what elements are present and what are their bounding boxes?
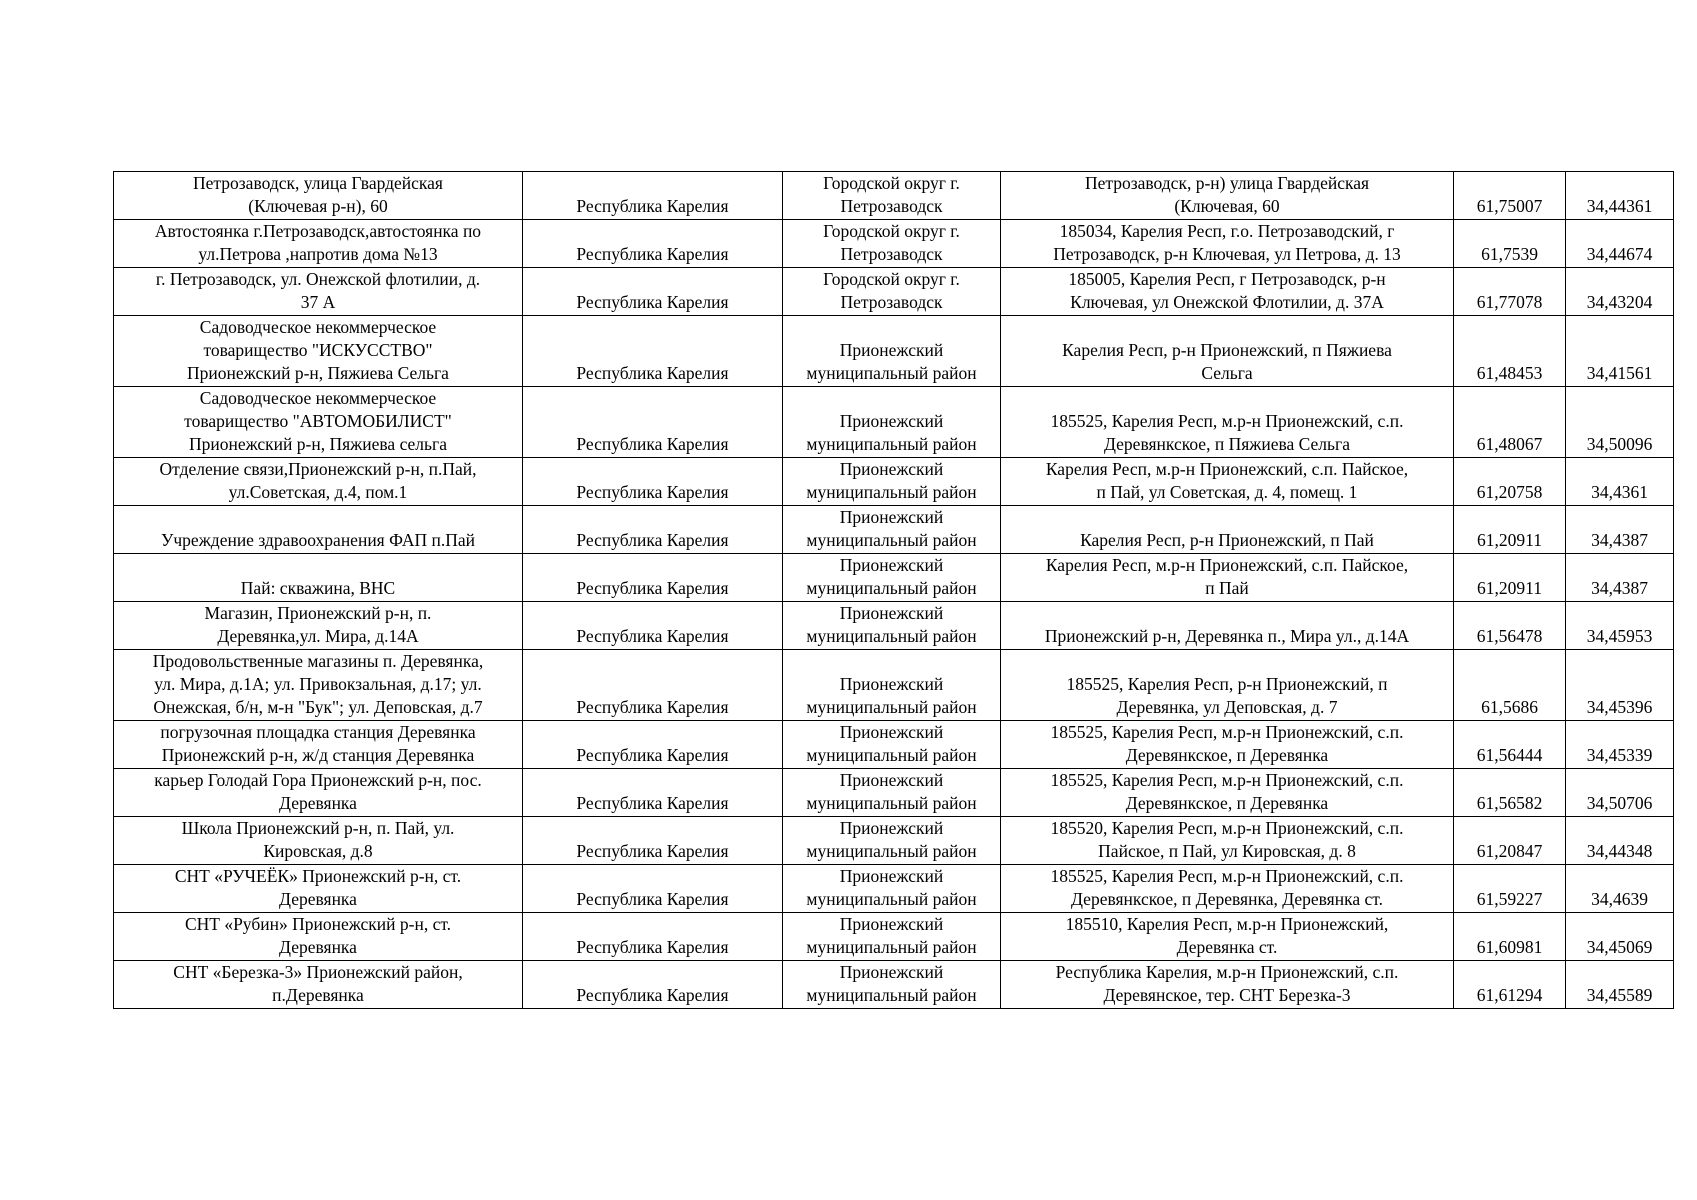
table-body	[114, 172, 1674, 1009]
table-row	[114, 817, 1674, 865]
longitude-cell: 34,4639	[1566, 865, 1674, 913]
table-row	[114, 865, 1674, 913]
region-cell: Республика Карелия	[523, 506, 783, 554]
municipality-cell: Прионежский муниципальный район	[783, 387, 1001, 458]
object-name-cell: СНТ «Березка-3» Прионежский район, п.Деревянка	[114, 961, 523, 1009]
latitude-cell: 61,56444	[1454, 721, 1566, 769]
municipality-cell: Прионежский муниципальный район	[783, 817, 1001, 865]
latitude-cell: 61,77078	[1454, 268, 1566, 316]
table-row	[114, 458, 1674, 506]
address-cell: 185510, Карелия Респ, м.р-н Прионежский, Деревянка ст.	[1001, 913, 1454, 961]
region-cell: Республика Карелия	[523, 961, 783, 1009]
object-name-cell: Петрозаводск, улица Гвардейская (Ключевая р-н), 60	[114, 172, 523, 220]
object-name-cell: Садоводческое некоммерческое товарищество "ИСКУССТВО" Прионежский р-н, Пяжиева Сельга	[114, 316, 523, 387]
table-row	[114, 769, 1674, 817]
table-row	[114, 316, 1674, 387]
object-name-cell: Магазин, Прионежский р-н, п. Деревянка,ул. Мира, д.14А	[114, 602, 523, 650]
region-cell: Республика Карелия	[523, 268, 783, 316]
object-name-cell: Отделение связи,Прионежский р-н, п.Пай, ул.Советская, д.4, пом.1	[114, 458, 523, 506]
longitude-cell: 34,44348	[1566, 817, 1674, 865]
address-cell: 185005, Карелия Респ, г Петрозаводск, р-н Ключевая, ул Онежской Флотилии, д. 37А	[1001, 268, 1454, 316]
object-name-cell: Учреждение здравоохранения ФАП п.Пай	[114, 506, 523, 554]
locations-table	[113, 171, 1674, 1009]
region-cell: Республика Карелия	[523, 721, 783, 769]
region-cell: Республика Карелия	[523, 650, 783, 721]
municipality-cell: Прионежский муниципальный район	[783, 865, 1001, 913]
region-cell: Республика Карелия	[523, 387, 783, 458]
longitude-cell: 34,45339	[1566, 721, 1674, 769]
address-cell: Карелия Респ, м.р-н Прионежский, с.п. Пайское, п Пай	[1001, 554, 1454, 602]
latitude-cell: 61,5686	[1454, 650, 1566, 721]
latitude-cell: 61,56478	[1454, 602, 1566, 650]
longitude-cell: 34,43204	[1566, 268, 1674, 316]
region-cell: Республика Карелия	[523, 817, 783, 865]
address-cell: 185520, Карелия Респ, м.р-н Прионежский, с.п. Пайское, п Пай, ул Кировская, д. 8	[1001, 817, 1454, 865]
longitude-cell: 34,45069	[1566, 913, 1674, 961]
address-cell: 185034, Карелия Респ, г.о. Петрозаводский, г Петрозаводск, р-н Ключевая, ул Петрова, д. 13	[1001, 220, 1454, 268]
latitude-cell: 61,60981	[1454, 913, 1566, 961]
longitude-cell: 34,45396	[1566, 650, 1674, 721]
table-row	[114, 650, 1674, 721]
address-cell: 185525, Карелия Респ, м.р-н Прионежский, с.п. Деревянкское, п Деревянка, Деревянка ст.	[1001, 865, 1454, 913]
object-name-cell: Автостоянка г.Петрозаводск,автостоянка по ул.Петрова ,напротив дома №13	[114, 220, 523, 268]
object-name-cell: СНТ «РУЧЕЁК» Прионежский р-н, ст. Деревянка	[114, 865, 523, 913]
object-name-cell: Садоводческое некоммерческое товарищество "АВТОМОБИЛИСТ" Прионежский р-н, Пяжиева сельга	[114, 387, 523, 458]
address-cell: Карелия Респ, р-н Прионежский, п Пай	[1001, 506, 1454, 554]
longitude-cell: 34,45589	[1566, 961, 1674, 1009]
latitude-cell: 61,20758	[1454, 458, 1566, 506]
municipality-cell: Прионежский муниципальный район	[783, 721, 1001, 769]
latitude-cell: 61,59227	[1454, 865, 1566, 913]
municipality-cell: Городской округ г. Петрозаводск	[783, 220, 1001, 268]
municipality-cell: Городской округ г. Петрозаводск	[783, 268, 1001, 316]
municipality-cell: Прионежский муниципальный район	[783, 913, 1001, 961]
longitude-cell: 34,41561	[1566, 316, 1674, 387]
municipality-cell: Прионежский муниципальный район	[783, 602, 1001, 650]
latitude-cell: 61,75007	[1454, 172, 1566, 220]
address-cell: Прионежский р-н, Деревянка п., Мира ул., д.14А	[1001, 602, 1454, 650]
table-row	[114, 172, 1674, 220]
table-row	[114, 913, 1674, 961]
object-name-cell: Продовольственные магазины п. Деревянка, ул. Мира, д.1А; ул. Привокзальная, д.17; ул. Онежская, б/н, м-н "Бук"; ул. Деповская, д.7	[114, 650, 523, 721]
table-row	[114, 961, 1674, 1009]
municipality-cell: Прионежский муниципальный район	[783, 316, 1001, 387]
latitude-cell: 61,48453	[1454, 316, 1566, 387]
object-name-cell: карьер Голодай Гора Прионежский р-н, пос. Деревянка	[114, 769, 523, 817]
object-name-cell: г. Петрозаводск, ул. Онежской флотилии, д. 37 А	[114, 268, 523, 316]
longitude-cell: 34,50096	[1566, 387, 1674, 458]
object-name-cell: Пай: скважина, ВНС	[114, 554, 523, 602]
region-cell: Республика Карелия	[523, 865, 783, 913]
municipality-cell: Городской округ г. Петрозаводск	[783, 172, 1001, 220]
longitude-cell: 34,50706	[1566, 769, 1674, 817]
latitude-cell: 61,56582	[1454, 769, 1566, 817]
longitude-cell: 34,4361	[1566, 458, 1674, 506]
region-cell: Республика Карелия	[523, 458, 783, 506]
table-row	[114, 721, 1674, 769]
municipality-cell: Прионежский муниципальный район	[783, 650, 1001, 721]
object-name-cell: погрузочная площадка станция Деревянка Прионежский р-н, ж/д станция Деревянка	[114, 721, 523, 769]
longitude-cell: 34,4387	[1566, 554, 1674, 602]
longitude-cell: 34,44361	[1566, 172, 1674, 220]
municipality-cell: Прионежский муниципальный район	[783, 506, 1001, 554]
municipality-cell: Прионежский муниципальный район	[783, 554, 1001, 602]
address-cell: 185525, Карелия Респ, м.р-н Прионежский, с.п. Деревянкское, п Пяжиева Сельга	[1001, 387, 1454, 458]
region-cell: Республика Карелия	[523, 554, 783, 602]
object-name-cell: Школа Прионежский р-н, п. Пай, ул. Кировская, д.8	[114, 817, 523, 865]
table-row	[114, 268, 1674, 316]
latitude-cell: 61,7539	[1454, 220, 1566, 268]
latitude-cell: 61,20847	[1454, 817, 1566, 865]
region-cell: Республика Карелия	[523, 602, 783, 650]
municipality-cell: Прионежский муниципальный район	[783, 458, 1001, 506]
longitude-cell: 34,45953	[1566, 602, 1674, 650]
longitude-cell: 34,4387	[1566, 506, 1674, 554]
region-cell: Республика Карелия	[523, 769, 783, 817]
latitude-cell: 61,48067	[1454, 387, 1566, 458]
address-cell: Карелия Респ, р-н Прионежский, п Пяжиева Сельга	[1001, 316, 1454, 387]
region-cell: Республика Карелия	[523, 316, 783, 387]
latitude-cell: 61,20911	[1454, 554, 1566, 602]
address-cell: Петрозаводск, р-н) улица Гвардейская (Ключевая, 60	[1001, 172, 1454, 220]
table-row	[114, 554, 1674, 602]
region-cell: Республика Карелия	[523, 172, 783, 220]
table-row	[114, 387, 1674, 458]
region-cell: Республика Карелия	[523, 913, 783, 961]
latitude-cell: 61,20911	[1454, 506, 1566, 554]
latitude-cell: 61,61294	[1454, 961, 1566, 1009]
table-row	[114, 506, 1674, 554]
longitude-cell: 34,44674	[1566, 220, 1674, 268]
address-cell: 185525, Карелия Респ, р-н Прионежский, п Деревянка, ул Деповская, д. 7	[1001, 650, 1454, 721]
table-row	[114, 602, 1674, 650]
region-cell: Республика Карелия	[523, 220, 783, 268]
address-cell: 185525, Карелия Респ, м.р-н Прионежский, с.п. Деревянкское, п Деревянка	[1001, 769, 1454, 817]
municipality-cell: Прионежский муниципальный район	[783, 769, 1001, 817]
municipality-cell: Прионежский муниципальный район	[783, 961, 1001, 1009]
table-row	[114, 220, 1674, 268]
address-cell: 185525, Карелия Респ, м.р-н Прионежский, с.п. Деревянкское, п Деревянка	[1001, 721, 1454, 769]
address-cell: Карелия Респ, м.р-н Прионежский, с.п. Пайское, п Пай, ул Советская, д. 4, помещ. 1	[1001, 458, 1454, 506]
object-name-cell: СНТ «Рубин» Прионежский р-н, ст. Деревянка	[114, 913, 523, 961]
address-cell: Республика Карелия, м.р-н Прионежский, с.п. Деревянское, тер. СНТ Березка-3	[1001, 961, 1454, 1009]
